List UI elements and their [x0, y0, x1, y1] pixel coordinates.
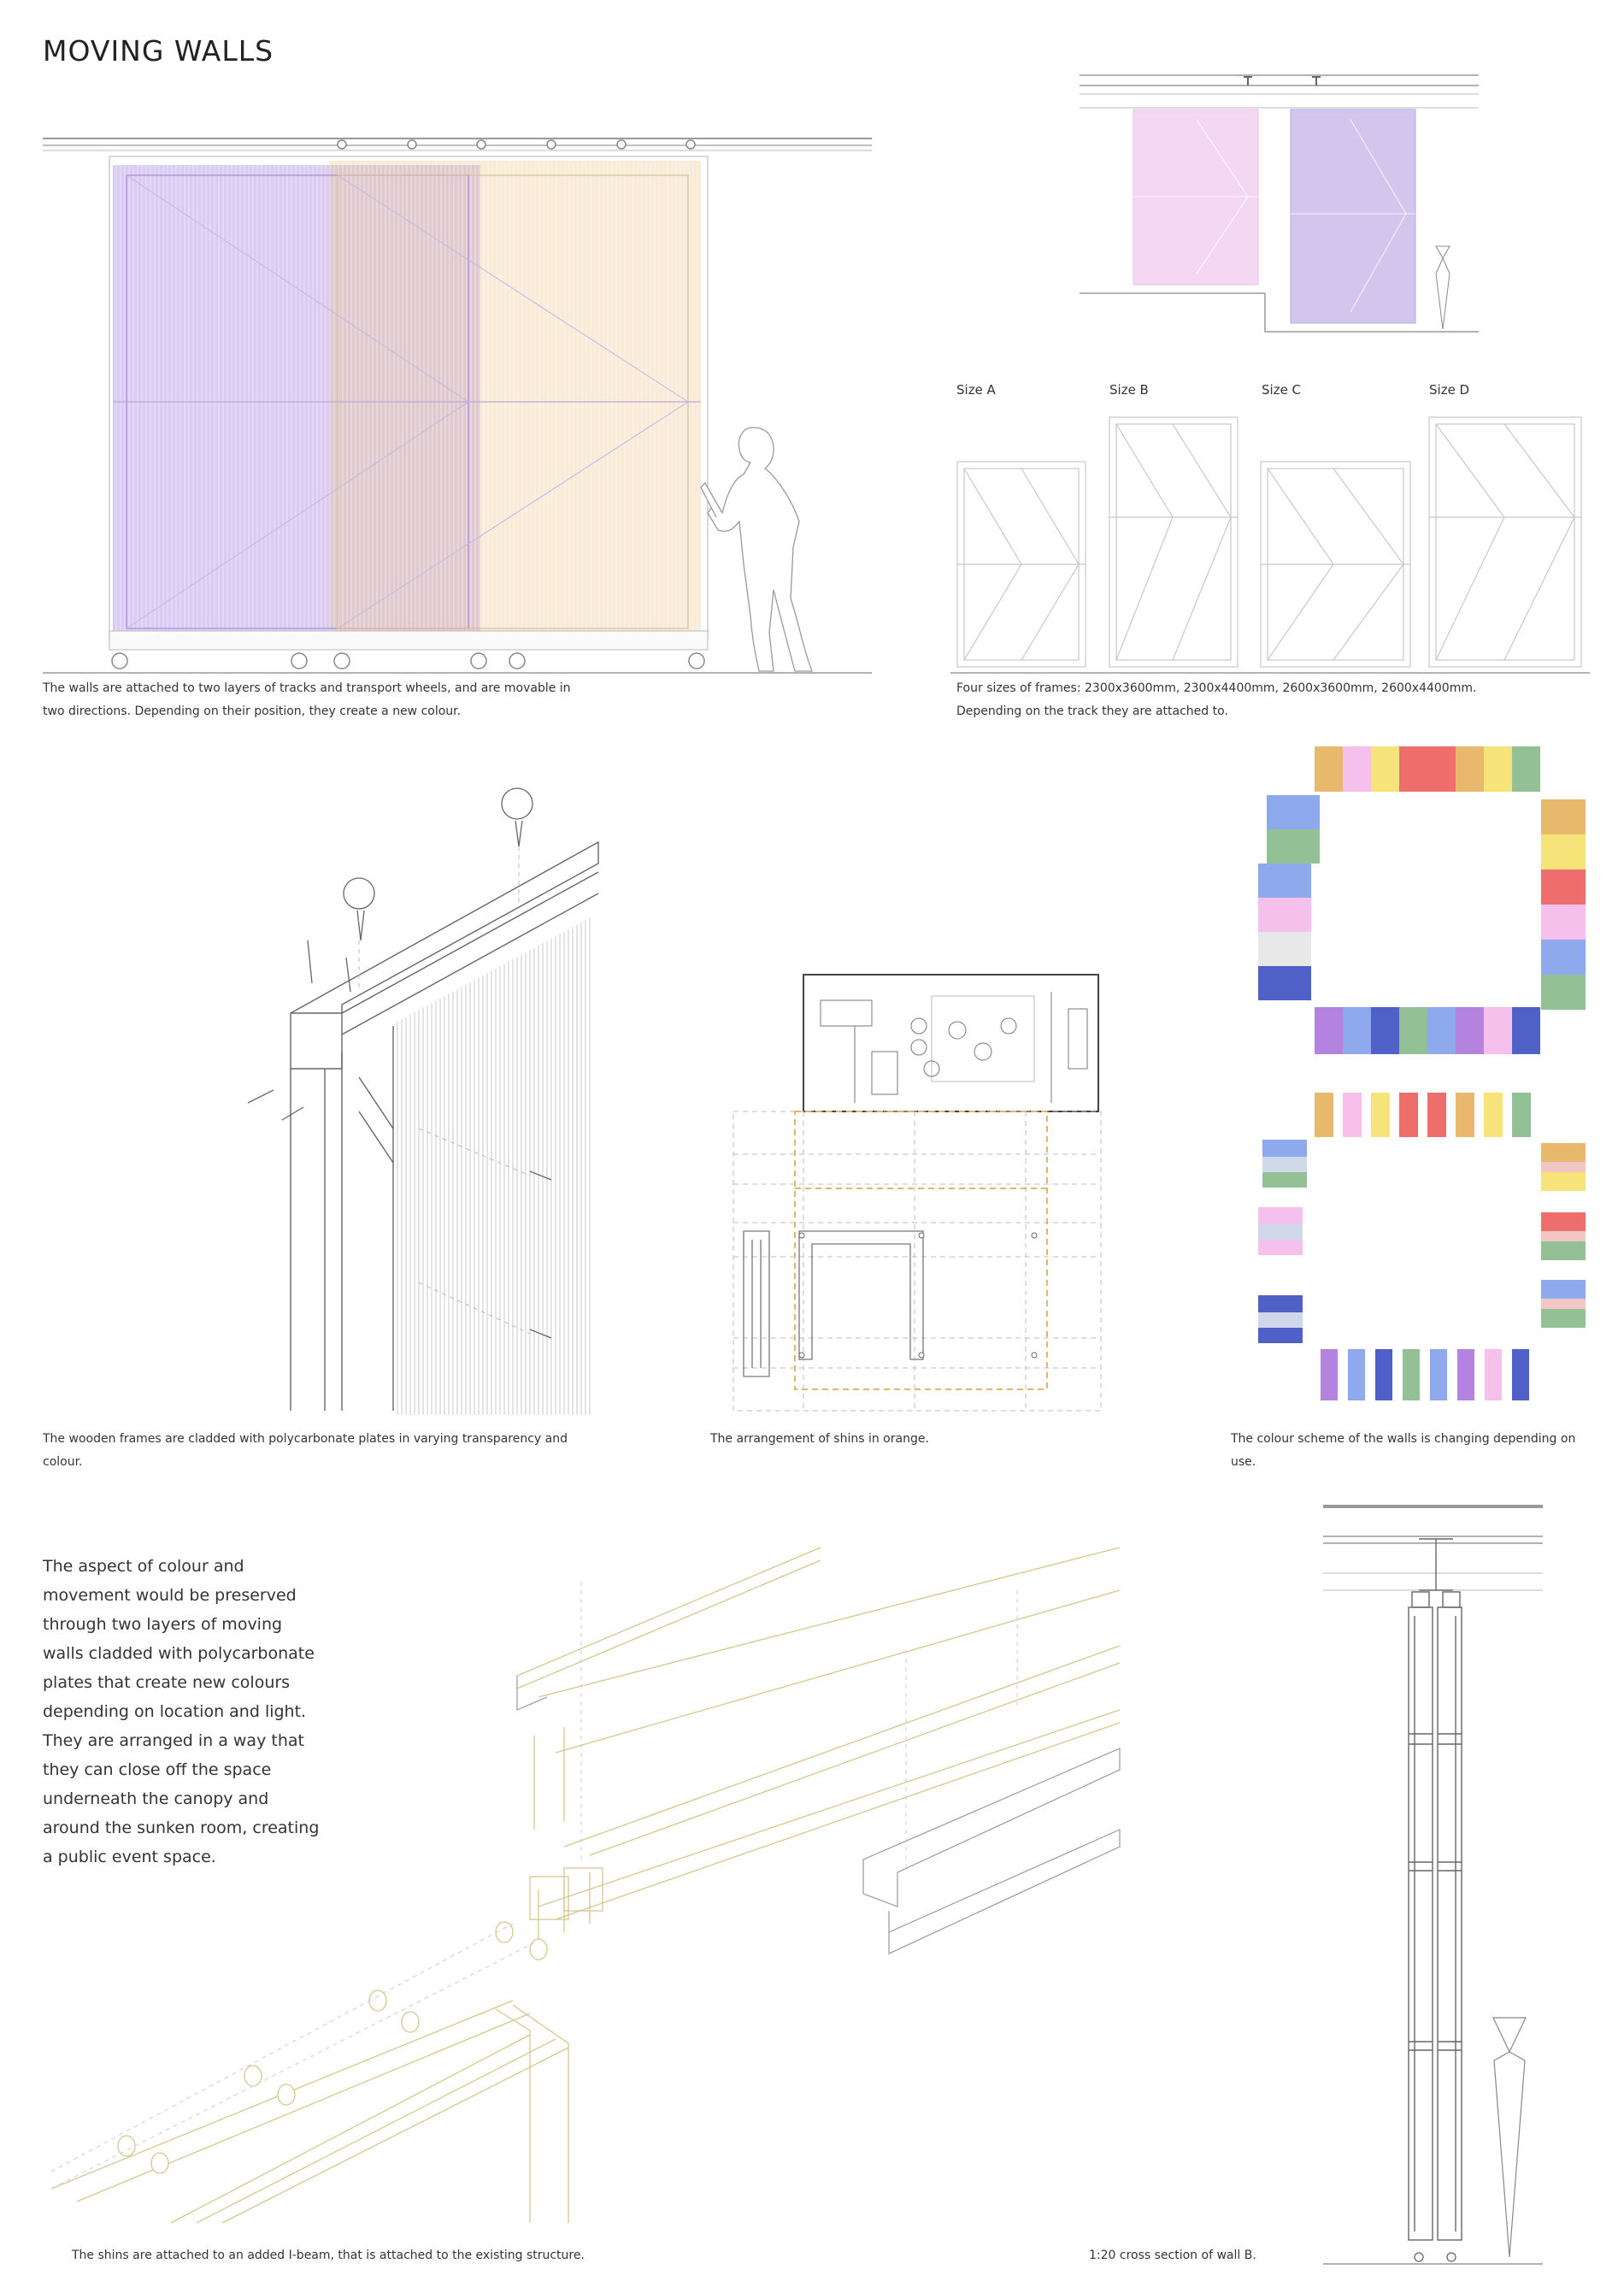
caption-cladding: The wooden frames are cladded with polycarbonate plates in varying transparency and colour. [43, 1432, 568, 1469]
caption-ibeam: The shins are attached to an added I-beam, that is attached to the existing structure. [72, 2249, 585, 2262]
description-paragraph: The aspect of colour and movement would be preserved through two layers of moving walls cladded with polycarbonate plates that create new colours depending on location and light. They are arranged in a way that they can close off the space underneath the canopy and around the sunken room, creating a public event space. [43, 1557, 320, 1866]
size-c-label: Size C [1262, 382, 1302, 398]
page-title: MOVING WALLS [43, 34, 274, 68]
size-a-label: Size A [956, 382, 996, 398]
caption-frames: Four sizes of frames: 2300x3600mm, 2300x4400mm, 2600x3600mm, 2600x4400mm. Depending on the track they are attached to. [956, 681, 1477, 718]
caption-section: 1:20 cross section of wall B. [1089, 2249, 1256, 2262]
caption-shins-arrangement: The arrangement of shins in orange. [710, 1432, 929, 1446]
caption-colour-scheme: The colour scheme of the walls is changing depending on use. [1231, 1432, 1576, 1469]
size-b-label: Size B [1109, 382, 1149, 398]
size-d-label: Size D [1429, 382, 1470, 398]
caption-walls: The walls are attached to two layers of tracks and transport wheels, and are movable in two directions. Depending on their position, they create a new colour. [43, 681, 571, 718]
